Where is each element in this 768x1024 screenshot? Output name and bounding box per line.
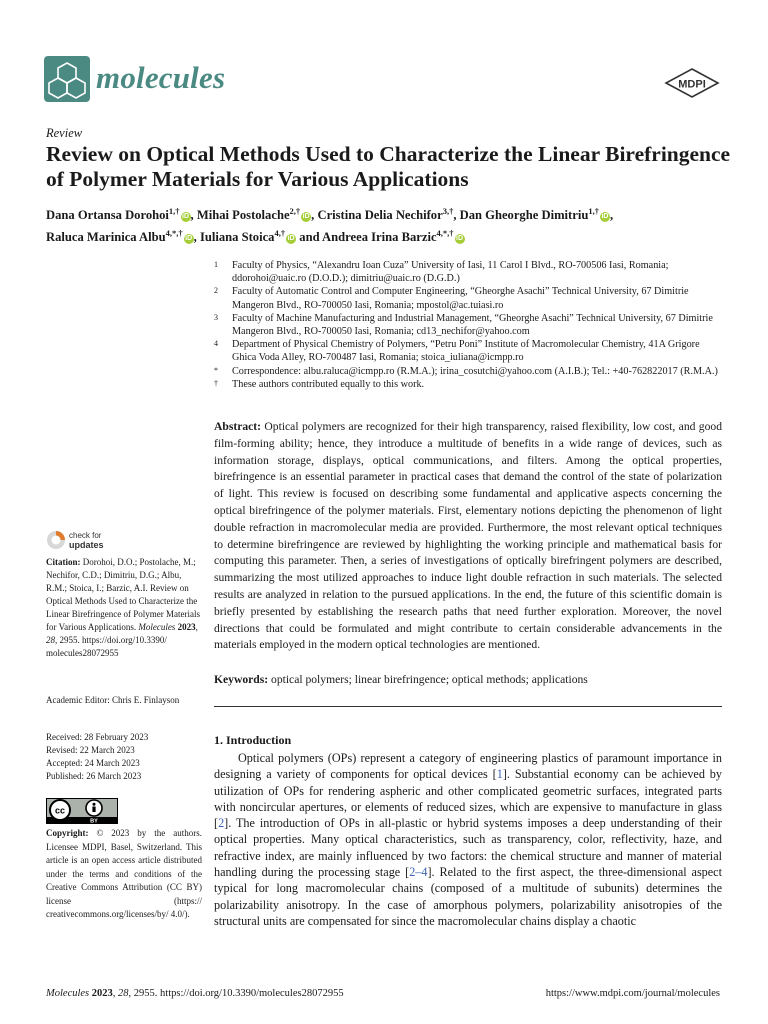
citation-doi[interactable]: , 2955. https://doi.org/10.3390/ molecules28072955 <box>46 635 167 658</box>
author-affiliation-marks: 1,† <box>588 206 599 216</box>
section-heading-introduction: 1. Introduction <box>214 733 292 747</box>
affiliation-mark: * <box>214 365 218 375</box>
author-connector: and <box>299 230 320 245</box>
author-affiliation-marks: 4,*,† <box>165 228 183 239</box>
cc-by-license-icon[interactable] <box>46 798 118 824</box>
citation-volume: 28 <box>46 635 55 645</box>
affiliation-item <box>214 259 724 285</box>
affiliation-text: Correspondence: albu.raluca@icmpp.ro (R.M.A.); irina_cosutchi@yahoo.com (A.I.B.); Tel.: +40-762822017 (R.M.A.) <box>232 365 718 377</box>
article-type: Review <box>46 126 83 140</box>
article-title: Review on Optical Methods Used to Characterize the Linear Birefringence of Polymer Materials for Various Applications <box>46 142 731 191</box>
author-name: Cristina Delia Nechifor <box>317 208 443 223</box>
paragraph-text: ]. Substantial economy can be achieved by utilization of OPs for rendering aspheric and other complicated geometric surfaces, integrated parts with noncircular apertures, or elements of reduced sizes, which are expensive to manufacture in glass [ <box>214 767 722 831</box>
orcid-icon[interactable]: iD <box>185 235 193 243</box>
date-accepted: Accepted: 24 March 2023 <box>46 758 140 768</box>
section-divider <box>214 706 722 707</box>
abstract-text: Optical polymers are recognized for their high transparency, raised flexibility, low cost, and good film-forming ability; hence, they introduce a multitude of benefits in a wide range of devices, such as information storage, displays, optical communications, and filters. Among the optical properties, birefringence is an essential parameter in practical cases that demand the control of the state of polarization of light. This review is focused on describing some fundamental and applicative aspects concerning the optical birefringence of the polymer materials. First, elementary notions depicting the phenomenon of light double refraction in macromolecular media are provided. Furthermore, the most relevant optical techniques to determine birefringence are reviewed by highlighting the working principle and mathematical basis for computing this parameter. Then, a series of investigations of optically birefringent polymers are described, summarizing the most utilized approaches to induce light double refraction in such materials. The selected results are analyzed in relation to the pursued applications. In the end, the future of this scientific domain is briefly presented by establishing the research paths that need further exploration. Moreover, the novel directions that could be formulated and might contribute to certain considerable advancements in the materials employed in the modern optical technologies are mentioned. <box>214 420 722 652</box>
orcid-icon[interactable]: iD <box>601 213 609 221</box>
journal-logo-icon <box>44 56 90 102</box>
citation-text: Dorohoi, D.O.; Postolache, M.; Nechifor, C.D.; Dimitriu, D.G.; Albu, R.M.; Stoica, I.; Barzic, A.I. Review on Optical Methods Used to Characterize the Linear Birefringence of Polymer Materials for Various Applications. <box>46 557 200 632</box>
copyright-label: Copyright: <box>46 828 89 838</box>
author-affiliation-marks: 3,† <box>442 206 454 216</box>
keywords-text: optical polymers; linear birefringence; optical methods; applications <box>271 673 588 686</box>
affiliation-text: These authors contributed equally to this work. <box>232 378 425 390</box>
orcid-icon[interactable]: iD <box>182 213 190 221</box>
keywords-label: Keywords: <box>214 673 269 686</box>
publication-dates <box>46 731 202 783</box>
paragraph-text: Optical polymers (OPs) represent a category of engineering plastics of paramount importance in designing a variety of components for optical devices [ <box>214 751 722 782</box>
footer-year: 2023 <box>91 988 113 999</box>
author-list: Dana Ortansa Dorohoi$^{1,\dagger}$iD , Mihai Postolache$^{2,\dagger}$iD , Cristina Delia Nechifor$^{3,\dagger}$, Dan Gheorghe Dimitriu$^{1,\dagger}$iD , Raluca Marinica Albu$^{4,*,\dagger}$iD , Iuliana Stoica$^{4,\dagger}$iD and Andreea Irina Barzic$^{4,*,\dagger}$iD <box>46 206 614 245</box>
author-name: Iuliana Stoica <box>199 230 275 245</box>
check-updates-line1: check for <box>69 531 102 540</box>
affiliations <box>214 259 724 391</box>
reference-link[interactable]: 1 <box>496 767 503 782</box>
orcid-icon[interactable]: iD <box>287 235 295 243</box>
author-name: Raluca Marinica Albu <box>46 230 166 245</box>
footer-journal: Molecules <box>46 988 90 999</box>
affiliation-mark: 2 <box>214 286 218 296</box>
keywords <box>214 672 722 688</box>
affiliation-text: Faculty of Machine Manufacturing and Industrial Management, “Gheorghe Asachi” Technical University, 67 Dimitrie Mangeron Blvd., RO-700050 Iasi, Romania; cd13_nechifor@yahoo.com <box>232 312 713 338</box>
affiliation-item <box>214 312 724 338</box>
check-for-updates-badge[interactable] <box>46 528 126 552</box>
author-name: Dan Gheorghe Dimitriu <box>459 208 589 223</box>
cc-badge-text: BY <box>90 818 98 824</box>
author-name: Mihai Postolache <box>196 208 290 223</box>
date-received: Received: 28 February 2023 <box>46 732 149 742</box>
copyright-text: © 2023 by the authors. Licensee MDPI, Basel, Switzerland. This article is an open access article distributed under the terms and conditions of the Creative Commons Attribution (CC BY) license (https:// creativecommons.org/licenses/by/ 4.0/). <box>46 828 202 919</box>
copyright-notice <box>46 827 202 922</box>
citation-journal: Molecules <box>138 622 176 632</box>
footer-citation: Molecules 2023, 28, 2955. https://doi.org/10.3390/molecules28072955 <box>46 988 344 999</box>
affiliation-item <box>214 365 724 378</box>
mdpi-logo-icon <box>664 68 720 98</box>
citation-year: 2023 <box>177 622 196 632</box>
affiliation-mark: 3 <box>214 312 218 322</box>
affiliation-mark: 4 <box>214 339 218 349</box>
date-published: Published: 26 March 2023 <box>46 771 142 781</box>
author-affiliation-marks: 2,† <box>289 206 301 216</box>
reference-link[interactable]: 2 <box>218 816 225 831</box>
footer-journal-url[interactable]: https://www.mdpi.com/journal/molecules <box>545 988 720 999</box>
check-updates-line2: updates <box>69 540 104 550</box>
abstract <box>214 419 722 654</box>
reference-link[interactable]: 2–4 <box>409 865 428 880</box>
journal-name: molecules <box>96 60 226 95</box>
paragraph-text: ]. The introduction of OPs in all-plastic or hybrid systems imposes a deep understanding of their optical properties. Many optical characteristics, such as transparency, color, reflectivity, haze, and refractive index, are mainly influenced by two factors: the chemical structure and manner of material handling during the processing stage [ <box>214 816 722 880</box>
academic-editor: Academic Editor: Chris E. Finlayson <box>46 695 180 705</box>
citation-label: Citation: <box>46 557 81 567</box>
author-name: Dana Ortansa Dorohoi <box>46 208 169 223</box>
affiliation-item <box>214 338 724 364</box>
affiliation-item <box>214 285 724 311</box>
footer-doi[interactable]: , 2955. https://doi.org/10.3390/molecules28072955 <box>128 988 344 999</box>
orcid-icon[interactable]: iD <box>456 235 464 243</box>
abstract-label: Abstract: <box>214 420 262 433</box>
affiliation-mark: † <box>214 378 218 388</box>
affiliation-text: Faculty of Automatic Control and Computer Engineering, “Gheorghe Asachi” Technical University, 67 Dimitrie Mangeron Blvd., RO-700050 Iasi, Romania; mpostol@ac.tuiasi.ro <box>232 286 689 311</box>
citation-block: Citation: Dorohoi, D.O.; Postolache, M.; Nechifor, C.D.; Dimitriu, D.G.; Albu, R.M.; Stoica, I.; Barzic, A.I. Review on Optical Methods Used to Characterize the Linear Birefringence of Polymer Materials for Various Applications. Molecules 2023, 28, 2955. https://doi.org/10.3390/ molecules28072955 <box>46 557 200 658</box>
author-affiliation-marks: 1,† <box>168 206 180 216</box>
affiliation-item <box>214 378 724 391</box>
orcid-icon[interactable]: iD <box>302 213 310 221</box>
paragraph-text: ]. Related to the first aspect, the three-dimensional aspect typical for long macromolecular chains (composed of a multitude of subunits) determines the polarizability anisotropy. In the case of amorphous polymers, polarizability anisotropies of the structural units are compensated for since the macromolecular chains display a chaotic <box>214 865 722 928</box>
affiliation-text: Faculty of Physics, “Alexandru Ioan Cuza” University of Iasi, 11 Carol I Blvd., RO-700506 Iasi, Romania; ddorohoi@uaic.ro (D.O.D.); dimitriu@uaic.ro (D.G.D.) <box>232 260 669 285</box>
mdpi-logo-text: MDPI <box>678 78 706 91</box>
affiliation-mark: 1 <box>214 260 218 269</box>
affiliation-text: Department of Physical Chemistry of Polymers, “Petru Poni” Institute of Macromolecular Chemistry, 41A Grigore Ghica Voda Alley, RO-700487 Iasi, Romania; stoica_iuliana@icmpp.ro <box>232 339 700 364</box>
author-name: Andreea Irina Barzic <box>322 230 437 245</box>
author-affiliation-marks: 4,† <box>274 228 286 239</box>
date-revised: Revised: 22 March 2023 <box>46 745 135 755</box>
introduction-paragraph <box>214 750 722 929</box>
footer-volume: 28 <box>118 988 129 999</box>
svg-text:cc: cc <box>54 805 66 816</box>
author-affiliation-marks: 4,*,† <box>436 228 454 239</box>
